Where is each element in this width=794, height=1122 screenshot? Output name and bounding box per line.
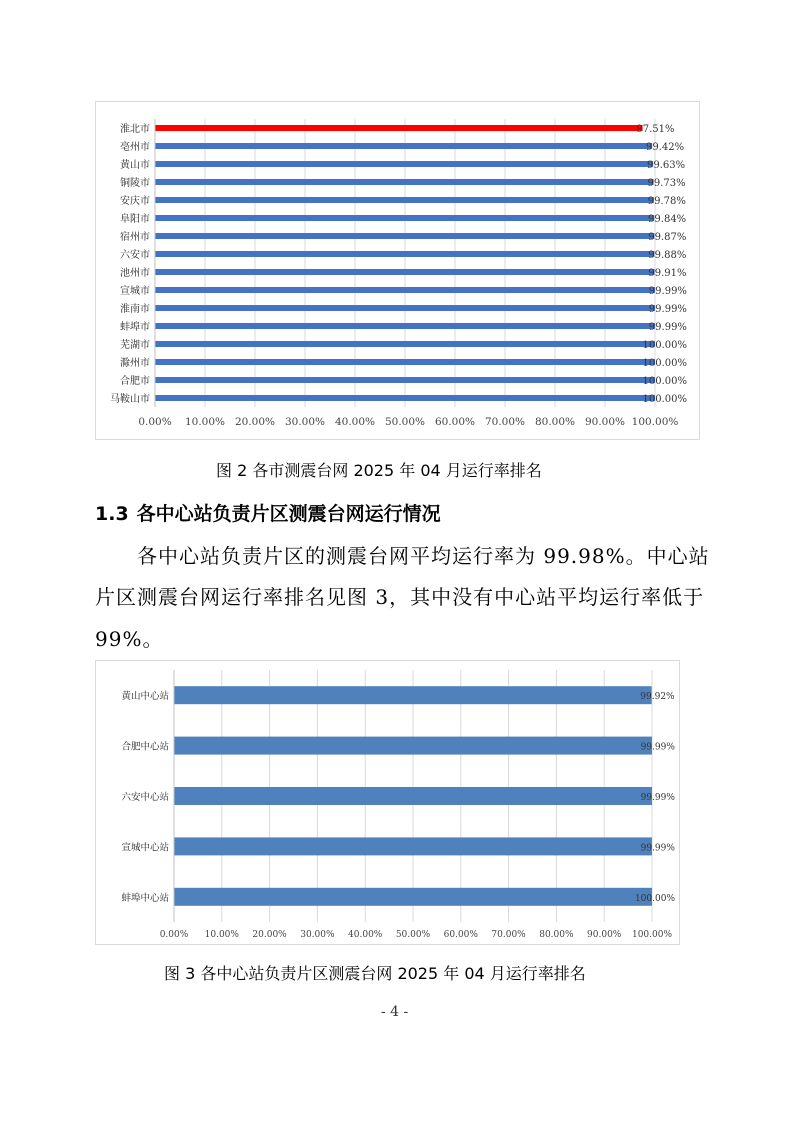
fig2-bar: [155, 197, 654, 203]
fig2-x-tick-label: 0.00%: [138, 416, 172, 428]
fig2-value-label: 100.00%: [642, 394, 687, 405]
section-heading: [95, 499, 441, 526]
fig2-value-label: 97.51%: [636, 124, 675, 135]
fig2-bar: [155, 233, 654, 239]
fig3-bar: [174, 686, 652, 704]
fig2-value-label: 99.91%: [648, 268, 687, 279]
fig2-category-label: 黄山市: [120, 160, 150, 171]
fig2-value-label: 100.00%: [642, 376, 687, 387]
fig2-bar: [155, 377, 655, 383]
fig2-bar: [155, 305, 655, 311]
figure-3-caption: 图 3 各中心站负责片区测震台网 2025 年 04 月运行率排名: [164, 964, 586, 983]
fig2-category-label: 安庆市: [120, 196, 150, 207]
fig2-x-tick-label: 20.00%: [234, 416, 276, 428]
page-number: - 4 -: [381, 1004, 409, 1020]
fig3-value-label: 99.92%: [640, 692, 675, 703]
fig2-bar: [155, 269, 655, 275]
fig2-value-label: 99.78%: [647, 196, 686, 207]
fig2-category-label: 芜湖市: [120, 340, 150, 351]
section-title: 各中心站负责片区测震台网运行情况: [136, 503, 441, 525]
figure-3-chart: [95, 660, 680, 945]
fig2-value-label: 99.42%: [645, 142, 685, 153]
fig2-x-tick-label: 70.00%: [484, 416, 526, 428]
fig2-category-label: 亳州市: [120, 142, 150, 153]
fig2-x-tick-label: 100.00%: [631, 416, 679, 428]
fig2-bar: [155, 125, 643, 131]
fig2-x-tick-label: 10.00%: [184, 416, 226, 428]
fig3-x-tick-label: 90.00%: [587, 930, 622, 940]
fig3-x-tick-label: 40.00%: [348, 930, 383, 940]
section-number: 1.3: [95, 503, 129, 525]
fig2-value-label: 99.63%: [647, 160, 686, 171]
fig3-x-tick-label: 70.00%: [491, 930, 526, 940]
fig2-x-tick-label: 60.00%: [434, 416, 476, 428]
fig2-bar: [155, 341, 655, 347]
fig2-bar: [155, 287, 655, 293]
fig2-value-label: 100.00%: [642, 358, 687, 369]
fig2-category-label: 滁州市: [120, 358, 150, 369]
fig3-bar: [174, 737, 652, 755]
fig2-bar: [155, 395, 655, 401]
fig3-x-tick-label: 10.00%: [204, 930, 239, 940]
fig2-x-tick-label: 80.00%: [534, 416, 576, 428]
fig2-bar: [155, 161, 653, 167]
fig3-bar: [174, 787, 652, 805]
fig2-bar: [155, 179, 654, 185]
fig2-category-label: 合肥市: [120, 376, 150, 387]
fig3-category-label: 六安中心站: [121, 792, 169, 803]
fig3-category-label: 宣城中心站: [121, 842, 169, 854]
fig2-value-label: 99.99%: [648, 304, 687, 315]
fig2-category-label: 宣城市: [120, 286, 150, 297]
fig2-bar: [155, 251, 654, 257]
fig2-value-label: 99.88%: [648, 250, 687, 261]
paragraph-line-2: 片区测震台网运行率排名见图 3，其中没有中心站平均运行率低于: [95, 585, 705, 609]
fig2-value-label: 99.99%: [648, 286, 687, 297]
fig3-category-label: 蚌埠中心站: [121, 892, 169, 904]
fig2-category-label: 淮北市: [120, 124, 150, 135]
fig2-bar: [155, 359, 655, 365]
fig3-category-label: 黄山中心站: [121, 691, 169, 703]
fig2-x-tick-label: 90.00%: [584, 416, 626, 428]
fig3-x-tick-label: 20.00%: [252, 930, 287, 940]
fig3-bar: [174, 837, 652, 855]
fig2-value-label: 100.00%: [642, 340, 687, 351]
fig2-bar: [155, 143, 652, 149]
paragraph-line-3: 99%。: [95, 627, 164, 651]
fig3-x-tick-label: 100.00%: [631, 930, 673, 940]
fig3-bar: [174, 888, 652, 906]
figure-2-caption: 图 2 各市测震台网 2025 年 04 月运行率排名: [216, 461, 542, 480]
fig3-value-label: 99.99%: [640, 742, 675, 753]
fig3-value-label: 99.99%: [640, 843, 675, 854]
fig2-bar: [155, 215, 654, 221]
fig3-value-label: 99.99%: [640, 793, 675, 803]
fig3-x-tick-label: 0.00%: [159, 930, 189, 940]
fig2-value-label: 99.73%: [647, 178, 686, 189]
fig2-category-label: 蚌埠市: [120, 322, 150, 333]
fig2-category-label: 六安市: [120, 250, 150, 261]
paragraph-line-1: 各中心站负责片区的测震台网平均运行率为 99.98%。中心站: [137, 544, 710, 568]
fig3-x-tick-label: 30.00%: [300, 930, 335, 940]
fig2-category-label: 马鞍山市: [110, 394, 150, 405]
fig2-category-label: 池州市: [120, 268, 150, 279]
fig2-bar: [155, 323, 655, 329]
figure-3-svg: [96, 661, 679, 944]
fig2-category-label: 阜阳市: [120, 214, 150, 225]
fig3-value-label: 100.00%: [634, 893, 675, 904]
fig3-x-tick-label: 60.00%: [443, 930, 478, 940]
fig3-x-tick-label: 80.00%: [539, 930, 574, 940]
fig2-value-label: 99.99%: [648, 322, 687, 333]
fig2-value-label: 99.84%: [648, 214, 687, 225]
figure-2-chart: [95, 101, 700, 440]
fig3-x-tick-label: 50.00%: [395, 930, 431, 940]
fig2-x-tick-label: 50.00%: [384, 416, 426, 428]
fig2-x-tick-label: 30.00%: [284, 416, 326, 428]
fig2-category-label: 宿州市: [120, 232, 150, 243]
fig3-category-label: 合肥中心站: [121, 741, 169, 753]
figure-2-svg: [96, 102, 699, 439]
fig2-category-label: 铜陵市: [120, 178, 150, 189]
fig2-value-label: 99.87%: [648, 232, 687, 243]
fig2-x-tick-label: 40.00%: [334, 416, 376, 428]
fig2-category-label: 淮南市: [120, 304, 150, 315]
